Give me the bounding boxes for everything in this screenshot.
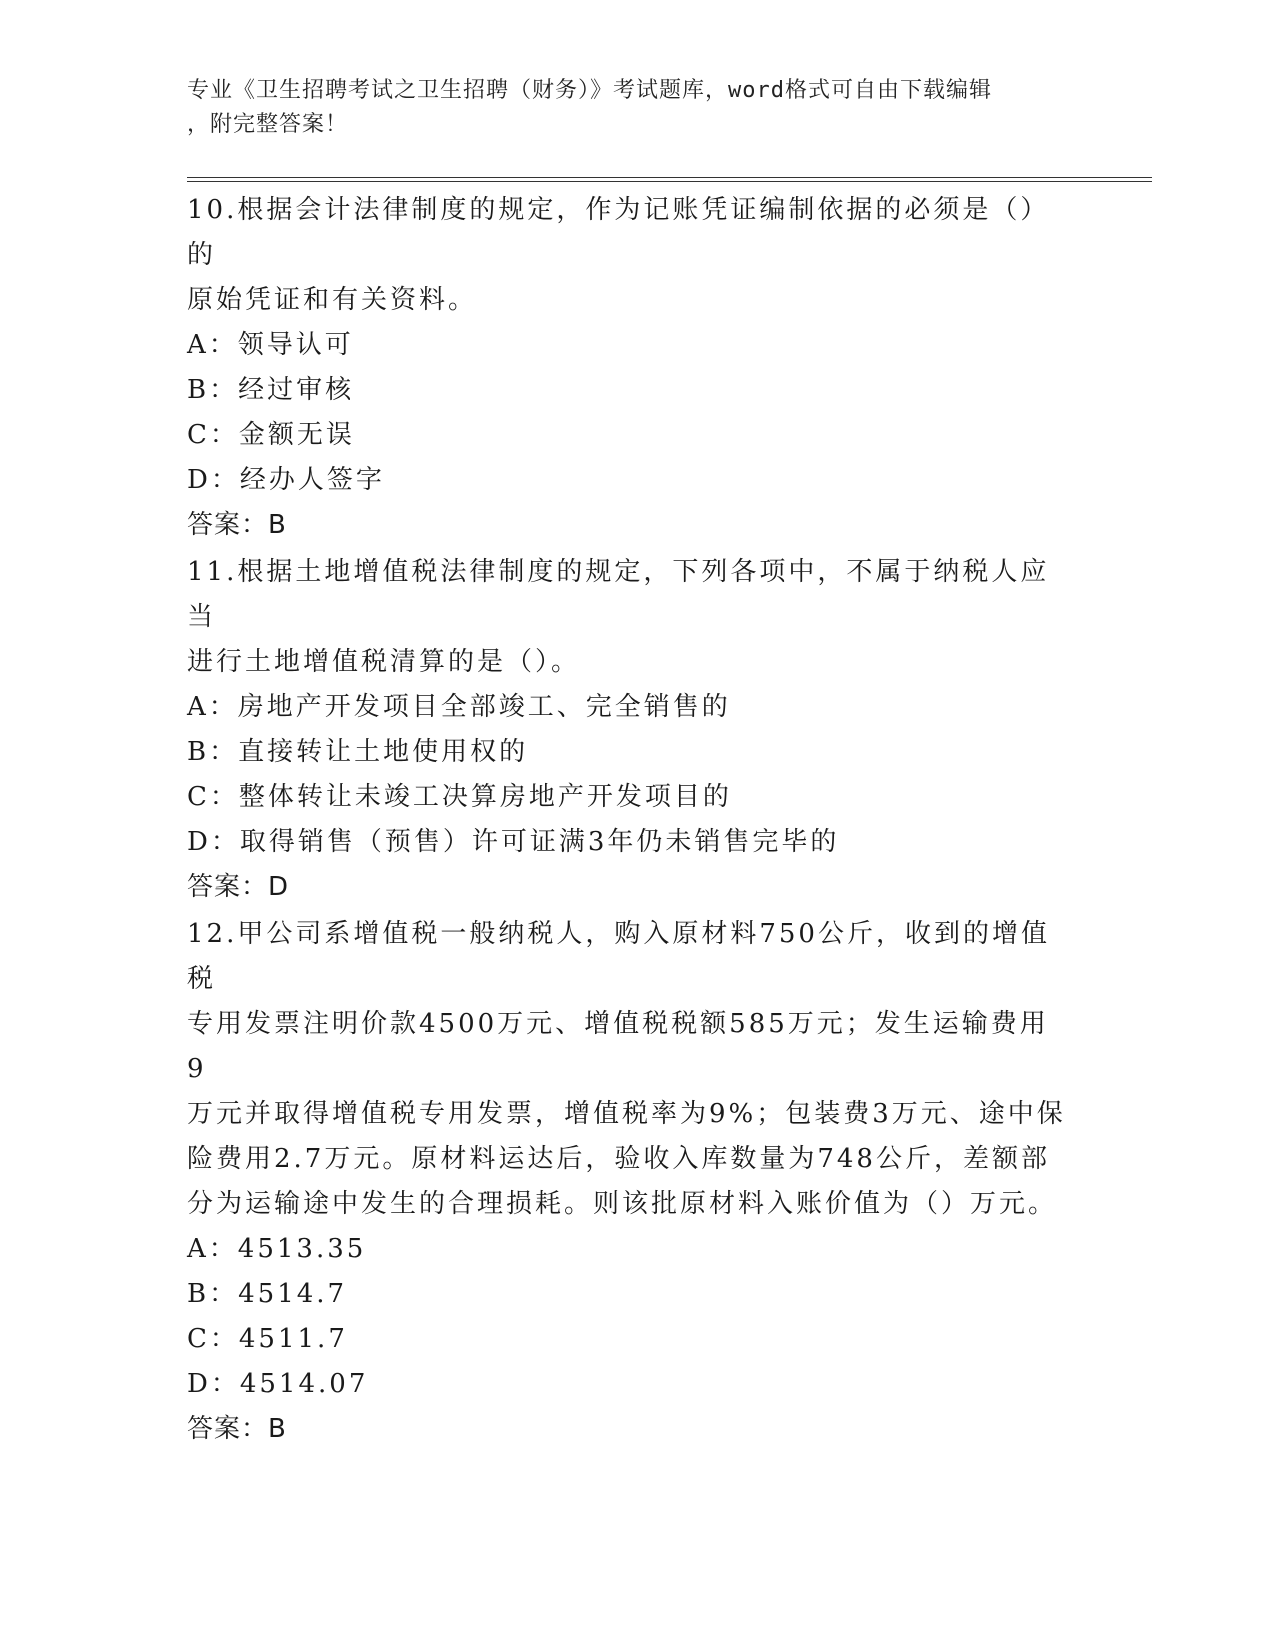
question-stem-line: 分为运输途中发生的合理损耗。则该批原材料入账价值为（）万元。 — [187, 1189, 1058, 1219]
question-11 — [187, 550, 1067, 910]
answer-line: 答案：B — [187, 510, 287, 540]
question-stem-line: 万元并取得增值税专用发票，增值税率为9%；包装费3万元、途中保 — [187, 1099, 1066, 1129]
option-d: D：取得销售（预售）许可证满3年仍未销售完毕的 — [187, 827, 840, 857]
question-stem-line: 12.甲公司系增值税一般纳税人，购入原材料750公斤，收到的增值税 — [187, 919, 1050, 994]
header-divider — [187, 177, 1152, 182]
question-stem-line: 专用发票注明价款4500万元、增值税税额585万元；发生运输费用9 — [187, 1009, 1049, 1084]
question-stem-line: 11.根据土地增值税法律制度的规定，下列各项中，不属于纳税人应当 — [187, 557, 1050, 632]
document-header — [187, 74, 1087, 142]
header-line-2: ，附完整答案！ — [187, 112, 349, 137]
question-stem-line: 原始凭证和有关资料。 — [187, 285, 478, 315]
option-b: B：经过审核 — [187, 375, 355, 405]
option-c: C：整体转让未竣工决算房地产开发项目的 — [187, 782, 732, 812]
question-stem-line: 10.根据会计法律制度的规定，作为记账凭证编制依据的必须是（）的 — [187, 195, 1050, 270]
answer-line: 答案：D — [187, 872, 290, 902]
option-a: A：领导认可 — [187, 330, 354, 360]
header-line-1: 专业《卫生招聘考试之卫生招聘（财务）》考试题库，word格式可自由下载编辑 — [187, 78, 992, 103]
question-stem-line: 险费用2.7万元。原材料运达后，验收入库数量为748公斤，差额部 — [187, 1144, 1050, 1174]
option-a: A：4513.35 — [187, 1234, 367, 1264]
option-b: B：4514.7 — [187, 1279, 348, 1309]
option-d: D：4514.07 — [187, 1369, 369, 1399]
option-d: D：经办人签字 — [187, 465, 385, 495]
answer-line: 答案：B — [187, 1414, 287, 1444]
option-c: C：金额无误 — [187, 420, 355, 450]
option-c: C：4511.7 — [187, 1324, 348, 1354]
question-12 — [187, 912, 1067, 1452]
question-stem-line: 进行土地增值税清算的是（）。 — [187, 647, 581, 677]
question-10 — [187, 188, 1067, 548]
option-b: B：直接转让土地使用权的 — [187, 737, 529, 767]
option-a: A：房地产开发项目全部竣工、完全销售的 — [187, 692, 731, 722]
